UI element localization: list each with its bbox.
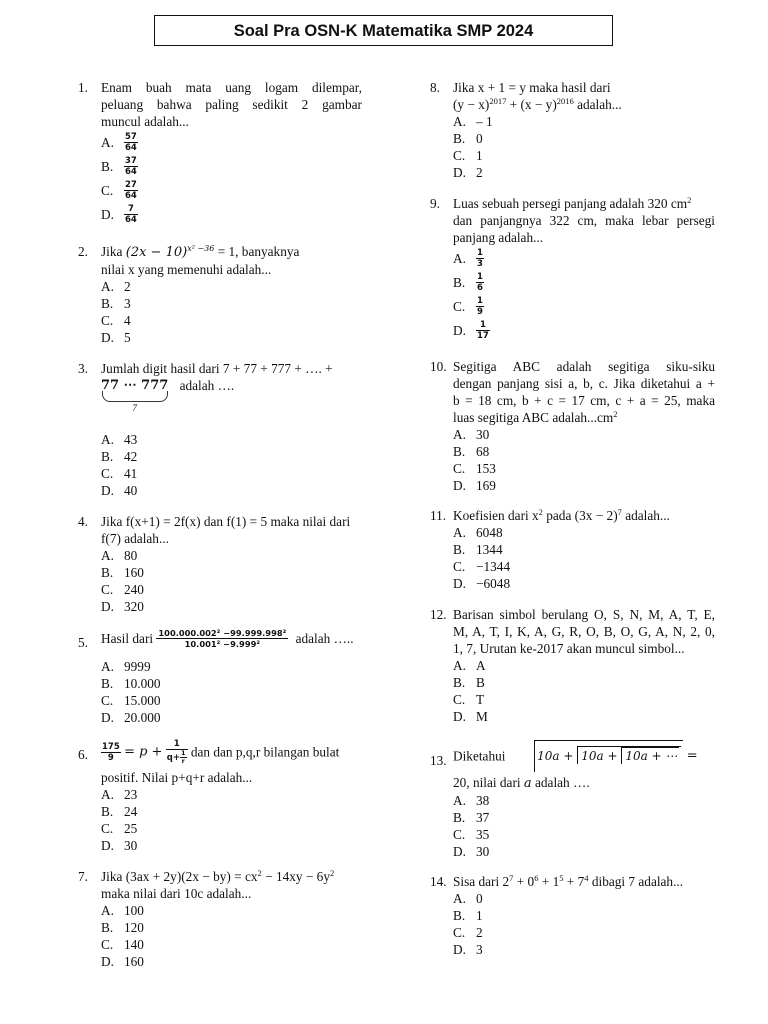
option-d[interactable]: D. 2 <box>453 165 483 180</box>
option-d[interactable]: D. 20.000 <box>101 710 161 725</box>
option-b[interactable]: B. 24 <box>101 804 138 819</box>
option-a[interactable]: A. 38 <box>453 793 490 808</box>
continued-fraction: 1 q+ $\frac{1}{r}$ <box>166 739 186 765</box>
question-text: Luas sebuah persegi panjang adalah 320 $cm^2$ <box>453 195 692 211</box>
question-text: Jumlah digit hasil dari 7 + 77 + 777 + …. + <box>101 361 333 376</box>
option-b[interactable]: B. 42 <box>101 449 138 464</box>
option-d[interactable]: D. $\frac{7}{64}$ <box>101 204 137 225</box>
question-text: Jika $(2x - 10)^{x^2 -36} = 1$, banyaknya <box>101 244 300 260</box>
option-d[interactable]: D. 30 <box>453 844 490 859</box>
question-text: Koefisien dari $x^2$ pada $(3x - 2)^7$ adalah... <box>453 507 670 523</box>
option-a[interactable]: A. 43 <box>101 432 138 447</box>
option-d[interactable]: D. 40 <box>101 483 138 498</box>
nested-radical: 10a + 10a + 10a + ⋯ <box>522 740 683 772</box>
question-text: peluang bahwa paling sedikit 2 gambar <box>101 97 362 112</box>
option-a[interactable]: A. 9999 <box>101 659 151 674</box>
question-number: 6. <box>78 747 88 762</box>
question-text: Diketahui 10a + 10a + 10a + ⋯ = <box>453 740 718 774</box>
question-text: Hasil dari $\frac{\text{100.000.002² −99.999.998²}}{\text{10.001² −9.999²}}$ adalah ….. <box>101 628 354 649</box>
page-title: Soal Pra OSN-K Matematika SMP 2024 <box>154 15 613 46</box>
option-b[interactable]: B. 68 <box>453 444 490 459</box>
option-c[interactable]: C. $\frac{1}{9}$ <box>453 296 483 317</box>
option-c[interactable]: C. −1344 <box>453 559 511 574</box>
option-b[interactable]: B. 0 <box>453 131 483 146</box>
question-text: luas segitiga ABC $adalah...cm^2$ <box>453 409 618 425</box>
question-number: 9. <box>430 196 440 211</box>
question-text: Barisan simbol berulang O, S, N, M, A, T, E, <box>453 607 715 622</box>
option-c[interactable]: C. 15.000 <box>101 693 161 708</box>
option-d[interactable]: D. $\frac{1}{17}$ <box>453 320 489 341</box>
question-number: 11. <box>430 508 447 523</box>
question-text: Segitiga ABC adalah segitiga siku-siku <box>453 359 715 374</box>
question-text: Jika x + 1 = y maka hasil dari <box>453 80 611 95</box>
fraction: $\frac{\text{100.000.002² −99.999.998²}}{\text{10.001² −9.999²}}$ <box>158 628 287 649</box>
question-number: 7. <box>78 869 88 884</box>
option-c[interactable]: C. 240 <box>101 582 144 597</box>
option-c[interactable]: C. 2 <box>453 925 483 940</box>
option-c[interactable]: C. 35 <box>453 827 490 842</box>
option-a[interactable]: A. 80 <box>101 548 138 563</box>
question-text: Sisa dari $2^7 + 0^6 + 1^5 + 7^4$ dibagi 7 adalah... <box>453 873 684 889</box>
option-c[interactable]: C. 41 <box>101 466 138 481</box>
option-b[interactable]: B. 160 <box>101 565 144 580</box>
question-text: dan panjangnya 322 cm, maka lebar persegi <box>453 213 715 228</box>
question-number: 5. <box>78 635 88 650</box>
option-d[interactable]: D. M <box>453 709 488 724</box>
question-number: 13. <box>430 753 447 768</box>
option-c[interactable]: C. 25 <box>101 821 138 836</box>
option-b[interactable]: B. 37 <box>453 810 490 825</box>
question-text: $\frac{175}{9}$ = p + 1 q+ $\frac{1}{r}$ dan dan p,q,r bilangan bulat <box>102 739 340 765</box>
question-text: M, A, T, I, K, A, G, R, O, B, O, G, A, N, 2, 0, <box>453 624 715 639</box>
question-number: 3. <box>78 361 88 376</box>
question-text: f(7) adalah... <box>101 531 169 546</box>
option-b[interactable]: B. $\frac{37}{64}$ <box>101 156 137 177</box>
question-text: 20, nilai dari a adalah …. <box>453 775 590 791</box>
option-c[interactable]: C. T <box>453 692 485 707</box>
option-d[interactable]: D. 160 <box>101 954 144 969</box>
option-a[interactable]: A. 6048 <box>453 525 503 540</box>
option-a[interactable]: A. A <box>453 658 486 673</box>
option-d[interactable]: D. 30 <box>101 838 138 853</box>
question-text: muncul adalah... <box>101 114 189 129</box>
option-c[interactable]: C. 4 <box>101 313 131 328</box>
question-number: 1. <box>78 80 88 95</box>
option-d[interactable]: D. −6048 <box>453 576 511 591</box>
question-text: dengan panjang sisi a, b, c. Jika diketahui a + <box>453 376 715 391</box>
question-number: 10. <box>430 359 447 374</box>
question-text: maka nilai dari 10c adalah... <box>101 886 252 901</box>
option-a[interactable]: A. $\frac{57}{64}$ <box>101 132 137 153</box>
option-a[interactable]: A. $\frac{1}{3}$ <box>453 248 483 269</box>
question-number: 8. <box>430 80 440 95</box>
question-text: b = 18 cm, b + c = 17 cm, c + a = 25, maka <box>453 393 715 408</box>
question-text: positif. Nilai p+q+r adalah... <box>101 770 253 785</box>
option-c[interactable]: C. 1 <box>453 148 483 163</box>
question-text: Jika f(x+1) = 2f(x) dan f(1) = 5 maka nilai dari <box>101 514 351 529</box>
question-number: 4. <box>78 514 88 529</box>
option-c[interactable]: C. 140 <box>101 937 144 952</box>
underbrace: 77 ⋯ 777 7 <box>101 378 169 413</box>
question-text: panjang adalah... <box>453 230 544 245</box>
option-a[interactable]: A. 0 <box>453 891 483 906</box>
option-d[interactable]: D. 3 <box>453 942 483 957</box>
option-b[interactable]: B. 10.000 <box>101 676 161 691</box>
option-b[interactable]: B. 1 <box>453 908 483 923</box>
option-a[interactable]: A. 2 <box>101 279 131 294</box>
question-text: Jika $(3ax + 2y)(2x - by) = cx^2 - 14xy - 6y^2$ <box>101 868 335 884</box>
fraction: $\frac{175}{9}$ <box>102 741 120 763</box>
option-d[interactable]: D. 169 <box>453 478 496 493</box>
option-a[interactable]: A. 23 <box>101 787 138 802</box>
option-d[interactable]: D. 320 <box>101 599 144 614</box>
option-b[interactable]: B. 1344 <box>453 542 503 557</box>
question-text: 77 ⋯ 777 7 adalah …. <box>101 378 235 413</box>
option-b[interactable]: B. 3 <box>101 296 131 311</box>
option-d[interactable]: D. 5 <box>101 330 131 345</box>
option-b[interactable]: B. B <box>453 675 485 690</box>
option-b[interactable]: B. 120 <box>101 920 144 935</box>
question-number: 12. <box>430 607 447 622</box>
option-c[interactable]: C. 153 <box>453 461 496 476</box>
question-text: 1, 7, Urutan ke-2017 akan muncul simbol... <box>453 641 685 656</box>
option-a[interactable]: A. 30 <box>453 427 490 442</box>
option-b[interactable]: B. $\frac{1}{6}$ <box>453 272 483 293</box>
option-c[interactable]: C. $\frac{27}{64}$ <box>101 180 137 201</box>
question-text: nilai x yang memenuhi adalah... <box>101 262 272 277</box>
question-number: 14. <box>430 874 447 889</box>
question-number: 2. <box>78 244 88 259</box>
question-text: Enam buah mata uang logam dilempar, <box>101 80 362 95</box>
question-text: $(y - x)^{2017} + (x - y)^{2016}$ adalah... <box>453 96 622 112</box>
option-a[interactable]: A. 100 <box>101 903 144 918</box>
option-a[interactable]: A. – 1 <box>453 114 493 129</box>
